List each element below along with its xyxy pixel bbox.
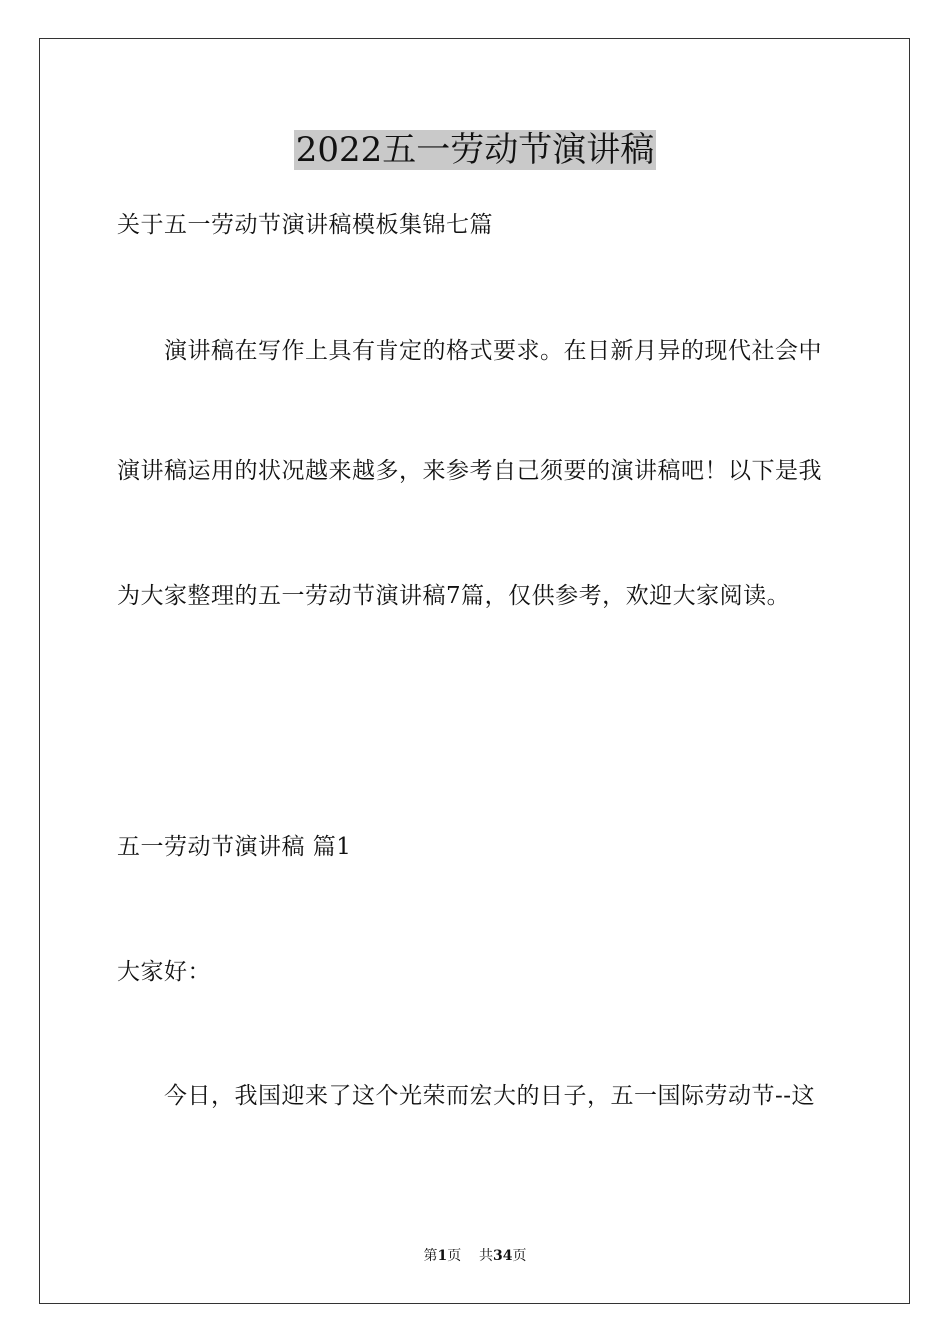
intro-line-3: 为大家整理的五一劳动节演讲稿7篇，仅供参考，欢迎大家阅读。 <box>117 583 791 609</box>
page-footer <box>0 1247 950 1265</box>
current-page-number: 1 <box>437 1248 448 1264</box>
total-page-count: 34 <box>493 1248 513 1264</box>
greeting: 大家好： <box>117 959 211 985</box>
page-prefix: 第 <box>423 1248 438 1264</box>
total-prefix: 共 <box>479 1248 494 1264</box>
intro-line-1: 演讲稿在写作上具有肯定的格式要求。在日新月异的现代社会中 <box>164 338 822 364</box>
document-subtitle: 关于五一劳动节演讲稿模板集锦七篇 <box>117 212 493 238</box>
total-suffix: 页 <box>512 1248 527 1264</box>
page-mid: 页 <box>447 1248 462 1264</box>
document-title <box>0 128 950 172</box>
intro-line-2: 演讲稿运用的状况越来越多，来参考自己须要的演讲稿吧！以下是我 <box>117 458 822 484</box>
document-title-text: 2022五一劳动节演讲稿 <box>295 130 655 170</box>
section-heading: 五一劳动节演讲稿 篇1 <box>117 834 352 860</box>
body-line: 今日，我国迎来了这个光荣而宏大的日子，五一国际劳动节--这 <box>164 1083 816 1109</box>
